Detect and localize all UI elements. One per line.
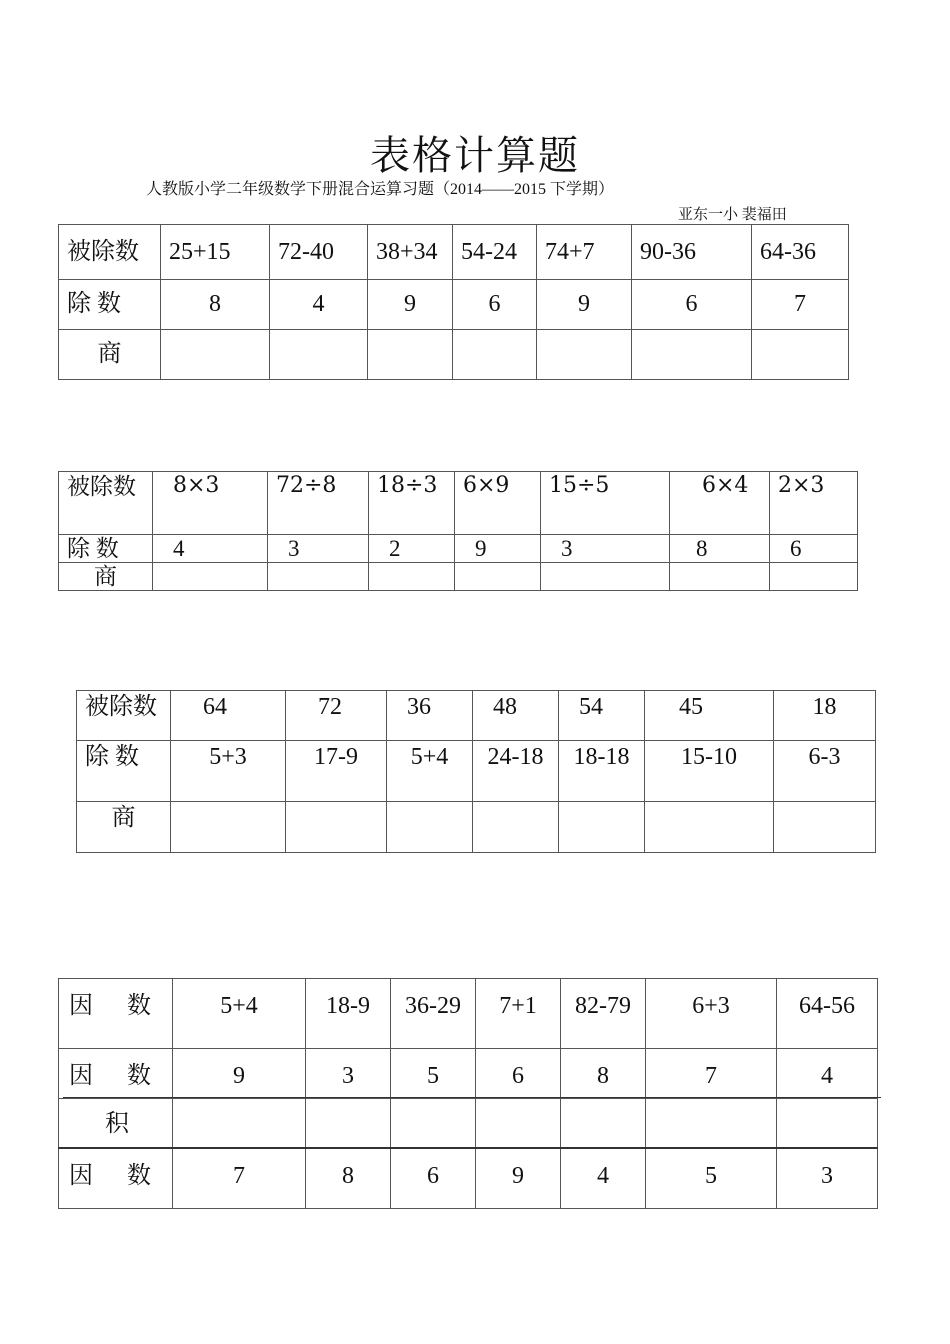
answer-cell[interactable]	[770, 563, 858, 591]
factor-cell: 36-29	[391, 979, 476, 1049]
answer-cell[interactable]	[473, 802, 559, 853]
factor-cell: 6	[391, 1148, 476, 1209]
dividend-cell: 72	[286, 691, 387, 741]
divisor-row	[77, 741, 876, 802]
row-label-factor: 因 数	[59, 1148, 173, 1209]
divisor-row	[59, 280, 849, 330]
author-line: 亚东一小 裴福田	[678, 207, 787, 223]
dividend-cell: 36	[387, 691, 473, 741]
factor-cell: 4	[777, 1049, 878, 1099]
divisor-cell: 15-10	[645, 741, 774, 802]
dividend-cell: 2×3	[770, 472, 858, 535]
divisor-cell: 7	[752, 280, 849, 330]
dividend-cell: 45	[645, 691, 774, 741]
dividend-cell: 54	[559, 691, 645, 741]
quotient-row	[59, 563, 858, 591]
dividend-row	[59, 472, 858, 535]
divisor-cell: 8	[670, 535, 770, 563]
answer-cell[interactable]	[632, 330, 752, 380]
answer-cell[interactable]	[268, 563, 369, 591]
answer-cell[interactable]	[286, 802, 387, 853]
factor-row-b	[59, 1049, 878, 1099]
divisor-cell: 9	[455, 535, 541, 563]
answer-cell[interactable]	[173, 1099, 306, 1149]
dividend-cell: 25+15	[161, 225, 270, 280]
answer-cell[interactable]	[306, 1099, 391, 1149]
divisor-cell: 3	[268, 535, 369, 563]
divisor-row	[59, 535, 858, 563]
horizontal-rule	[63, 1097, 881, 1098]
factor-cell: 64-56	[777, 979, 878, 1049]
quotient-row	[59, 330, 849, 380]
dividend-cell: 90-36	[632, 225, 752, 280]
divisor-cell: 18-18	[559, 741, 645, 802]
factor-cell: 6	[476, 1049, 561, 1099]
dividend-cell: 74+7	[537, 225, 632, 280]
dividend-row	[59, 225, 849, 280]
divisor-cell: 6	[770, 535, 858, 563]
answer-cell[interactable]	[777, 1099, 878, 1149]
factor-row-c	[59, 1148, 878, 1209]
dividend-cell: 64	[171, 691, 286, 741]
factor-cell: 3	[777, 1148, 878, 1209]
factor-row-a	[59, 979, 878, 1049]
quotient-row	[77, 802, 876, 853]
division-table-2	[58, 471, 858, 591]
division-table-1	[58, 224, 849, 380]
dividend-row	[77, 691, 876, 741]
factor-cell: 4	[561, 1148, 646, 1209]
factor-cell: 8	[306, 1148, 391, 1209]
row-label-product: 积	[59, 1099, 173, 1149]
factor-cell: 7	[173, 1148, 306, 1209]
answer-cell[interactable]	[453, 330, 537, 380]
answer-cell[interactable]	[541, 563, 670, 591]
divisor-cell: 9	[368, 280, 453, 330]
answer-cell[interactable]	[270, 330, 368, 380]
page-title: 表格计算题	[370, 133, 580, 178]
answer-cell[interactable]	[161, 330, 270, 380]
answer-cell[interactable]	[646, 1099, 777, 1149]
divisor-cell: 6-3	[774, 741, 876, 802]
dividend-cell: 64-36	[752, 225, 849, 280]
multiplication-table	[58, 978, 878, 1209]
answer-cell[interactable]	[391, 1099, 476, 1149]
divisor-cell: 9	[537, 280, 632, 330]
factor-cell: 5	[646, 1148, 777, 1209]
answer-cell[interactable]	[774, 802, 876, 853]
row-label-dividend: 被除数	[77, 691, 171, 741]
page-subtitle: 人教版小学二年级数学下册混合运算习题（2014——2015 下学期）	[146, 181, 615, 198]
divisor-cell: 5+3	[171, 741, 286, 802]
row-label-dividend: 被除数	[59, 225, 161, 280]
product-row	[59, 1099, 878, 1149]
dividend-cell: 18	[774, 691, 876, 741]
row-label-quotient: 商	[77, 802, 171, 853]
factor-cell: 5	[391, 1049, 476, 1099]
dividend-cell: 48	[473, 691, 559, 741]
dividend-cell: 6×9	[455, 472, 541, 535]
row-label-factor: 因 数	[59, 1049, 173, 1099]
divisor-cell: 4	[270, 280, 368, 330]
row-label-dividend: 被除数	[59, 472, 153, 535]
answer-cell[interactable]	[387, 802, 473, 853]
factor-cell: 5+4	[173, 979, 306, 1049]
answer-cell[interactable]	[476, 1099, 561, 1149]
dividend-cell: 38+34	[368, 225, 453, 280]
factor-cell: 8	[561, 1049, 646, 1099]
factor-cell: 18-9	[306, 979, 391, 1049]
divisor-cell: 4	[153, 535, 268, 563]
row-label-divisor: 除 数	[59, 280, 161, 330]
answer-cell[interactable]	[561, 1099, 646, 1149]
dividend-cell: 72÷8	[268, 472, 369, 535]
factor-cell: 82-79	[561, 979, 646, 1049]
divisor-cell: 5+4	[387, 741, 473, 802]
dividend-cell: 6×4	[670, 472, 770, 535]
answer-cell[interactable]	[368, 330, 453, 380]
row-label-divisor: 除 数	[77, 741, 171, 802]
row-label-quotient: 商	[59, 563, 153, 591]
dividend-cell: 18÷3	[369, 472, 455, 535]
divisor-cell: 8	[161, 280, 270, 330]
answer-cell[interactable]	[171, 802, 286, 853]
division-table-3	[76, 690, 876, 853]
answer-cell[interactable]	[645, 802, 774, 853]
divisor-cell: 2	[369, 535, 455, 563]
divisor-cell: 17-9	[286, 741, 387, 802]
answer-cell[interactable]	[153, 563, 268, 591]
divisor-cell: 24-18	[473, 741, 559, 802]
dividend-cell: 54-24	[453, 225, 537, 280]
answer-cell[interactable]	[559, 802, 645, 853]
factor-cell: 7	[646, 1049, 777, 1099]
answer-cell[interactable]	[455, 563, 541, 591]
factor-cell: 9	[476, 1148, 561, 1209]
factor-cell: 7+1	[476, 979, 561, 1049]
answer-cell[interactable]	[670, 563, 770, 591]
factor-cell: 3	[306, 1049, 391, 1099]
divisor-cell: 6	[632, 280, 752, 330]
answer-cell[interactable]	[537, 330, 632, 380]
divisor-cell: 3	[541, 535, 670, 563]
dividend-cell: 8×3	[153, 472, 268, 535]
row-label-quotient: 商	[59, 330, 161, 380]
answer-cell[interactable]	[369, 563, 455, 591]
dividend-cell: 72-40	[270, 225, 368, 280]
divisor-cell: 6	[453, 280, 537, 330]
row-label-factor: 因 数	[59, 979, 173, 1049]
answer-cell[interactable]	[752, 330, 849, 380]
factor-cell: 6+3	[646, 979, 777, 1049]
factor-cell: 9	[173, 1049, 306, 1099]
row-label-divisor: 除 数	[59, 535, 153, 563]
dividend-cell: 15÷5	[541, 472, 670, 535]
